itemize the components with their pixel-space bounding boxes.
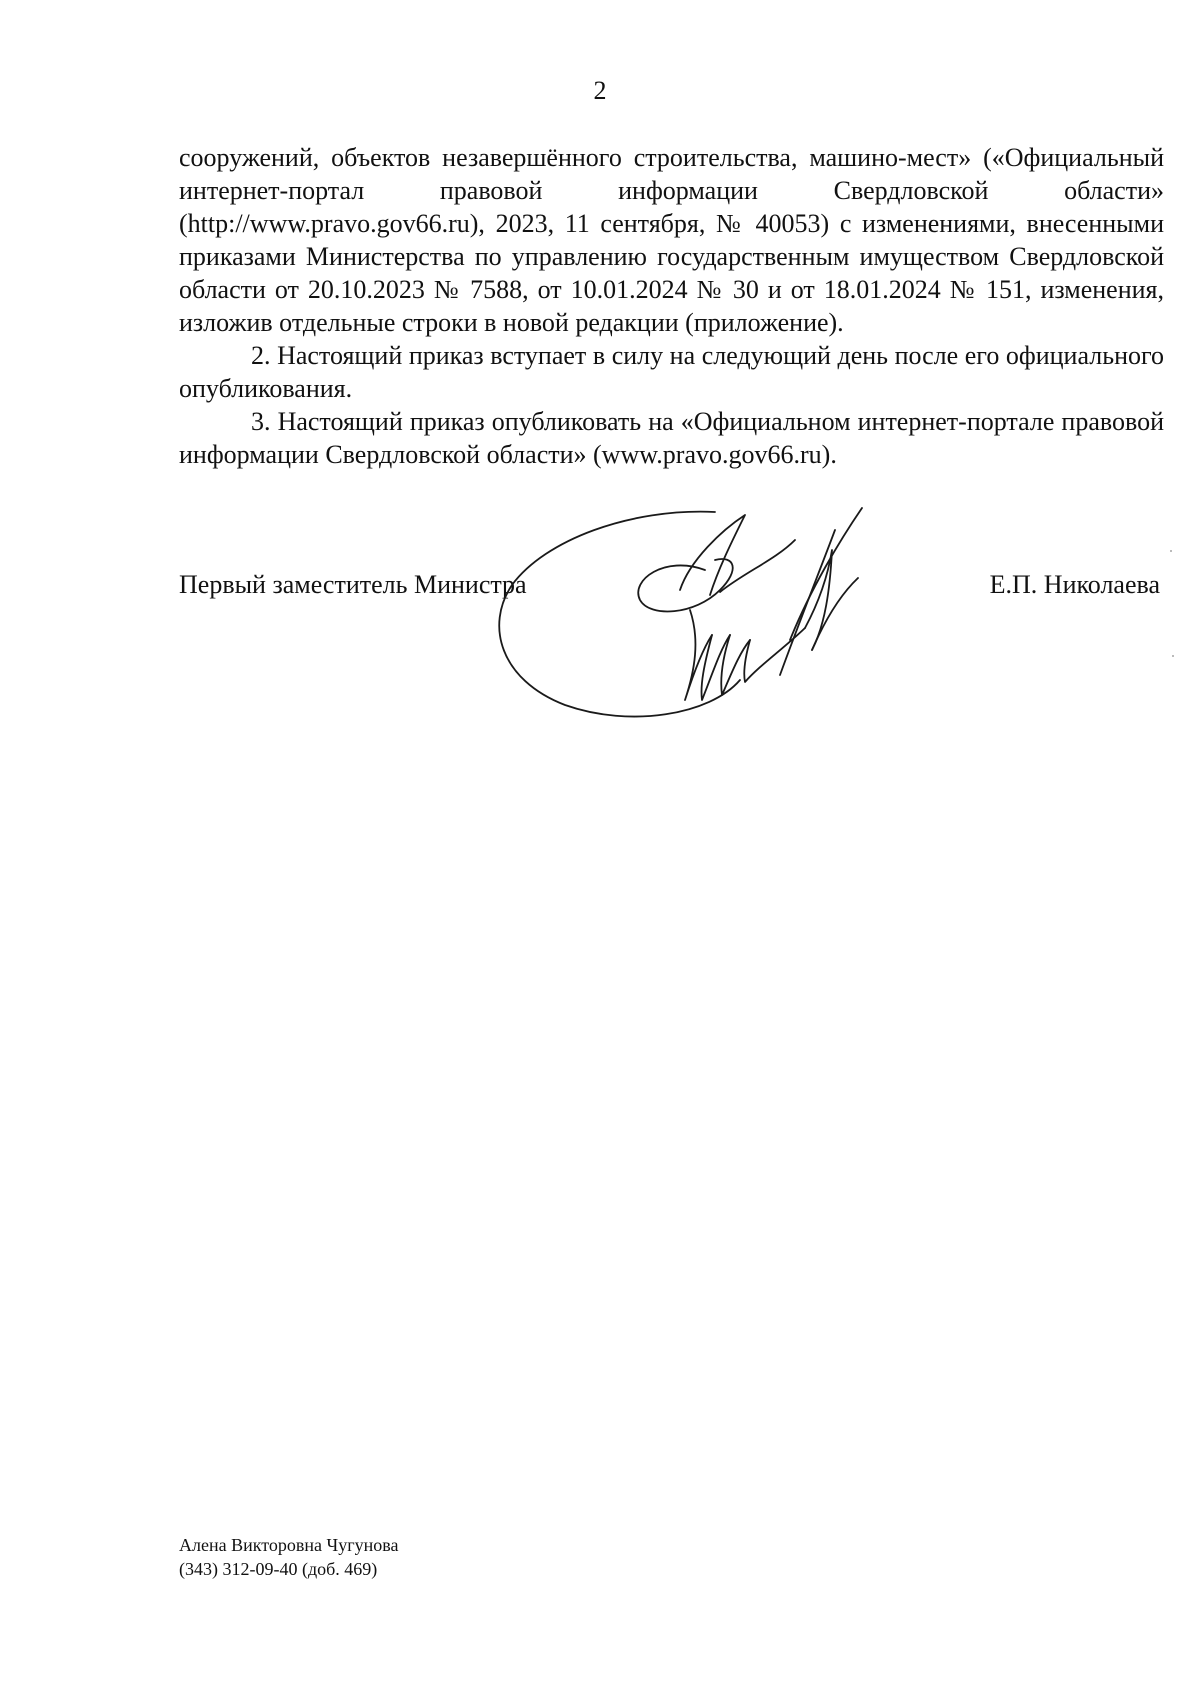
executor-block (179, 1533, 398, 1581)
page-number: 2 (593, 76, 607, 105)
signatory-title: Первый заместитель Министра (179, 570, 527, 599)
handwritten-signature (490, 500, 910, 725)
paragraph-item-3: 3. Настоящий приказ опубликовать на «Официальном интернет-портале правовой информации Свердловской области» (www.pravo.gov66.ru). (179, 407, 1164, 469)
paragraph-item-2: 2. Настоящий приказ вступает в силу на следующий день после его официального опубликования. (179, 341, 1164, 403)
scan-artifact (1172, 655, 1174, 657)
signatory-name: Е.П. Николаева (989, 570, 1160, 599)
executor-phone: (343) 312-09-40 (доб. 469) (179, 1559, 378, 1579)
document-body (179, 141, 1164, 471)
executor-name: Алена Викторовна Чугунова (179, 1535, 399, 1555)
paragraph-continuation: сооружений, объектов незавершённого строительства, машино-мест» («Официальный интернет-портал правовой информации Свердловской области» (http://www.pravo.gov66.ru), 2023, 11 сентября, № 40053) с изменениями, внесенными приказами Министерства по управлению государственным имуществом Свердловской области от 20.10.2023 № 7588, от 10.01.2024 № 30 и от 18.01.2024 № 151, изменения, изложив отдельные строки в новой редакции (приложение). (179, 143, 1164, 337)
scan-artifact (1170, 550, 1172, 552)
